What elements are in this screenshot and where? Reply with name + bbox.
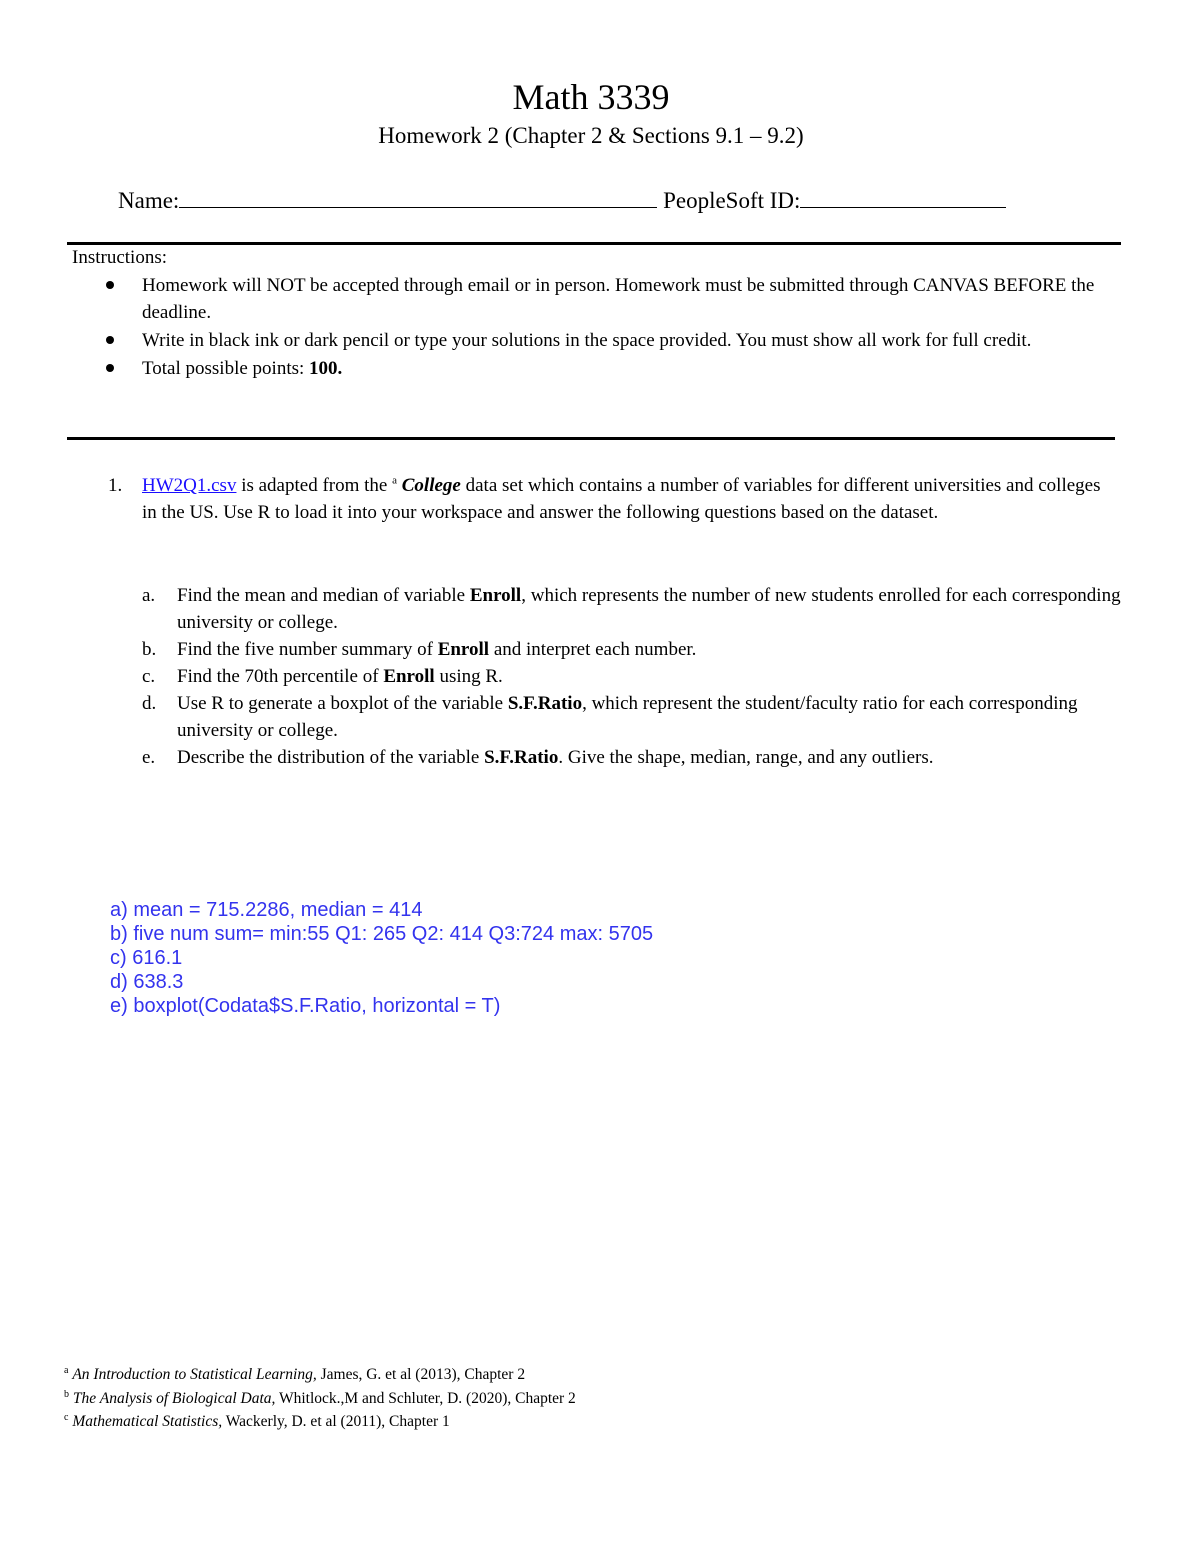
question-part-b: b. Find the five number summary of Enroll and interpret each number. bbox=[142, 639, 697, 660]
page-subtitle: Homework 2 (Chapter 2 & Sections 9.1 – 9.2) bbox=[378, 123, 804, 148]
answer-a: a) mean = 715.2286, median = 414 bbox=[110, 899, 423, 921]
instruction-item: Write in black ink or dark pencil or type your solutions in the space provided. You must show all work for full credit. bbox=[106, 327, 1106, 354]
question-part-c: c. Find the 70th percentile of Enroll using R. bbox=[142, 666, 503, 687]
question-parts bbox=[142, 582, 1122, 771]
question-number: 1. bbox=[108, 475, 123, 496]
instructions-list bbox=[106, 272, 1106, 383]
question-part-e: e. Describe the distribution of the variable S.F.Ratio. Give the shape, median, range, and any outliers. bbox=[142, 747, 934, 768]
answers-block bbox=[110, 898, 653, 1018]
name-blank bbox=[179, 187, 657, 208]
dataset-link[interactable]: HW2Q1.csv bbox=[142, 475, 237, 496]
question-part-d: d. Use R to generate a boxplot of the variable S.F.Ratio, which represent the student/faculty ratio for each corresponding university or college. bbox=[142, 693, 1078, 741]
answer-b: b) five num sum= min:55 Q1: 265 Q2: 414 Q3:724 max: 5705 bbox=[110, 923, 654, 945]
id-label: PeopleSoft ID: bbox=[663, 188, 801, 213]
instruction-item: Total possible points: 100. bbox=[106, 355, 1106, 382]
question-part-a: a. Find the mean and median of variable Enroll, which represents the number of new students enrolled for each corresponding university or college. bbox=[142, 585, 1121, 633]
name-label: Name: bbox=[118, 188, 180, 213]
footnote-mark: a bbox=[392, 474, 397, 487]
footnote-b: $^b$ The Analysis of Biological Data, Whitlock.,M and Schluter, D. (2020), Chapter 2 bbox=[64, 1388, 576, 1407]
bullet-icon bbox=[106, 336, 114, 344]
id-blank bbox=[800, 187, 1006, 208]
name-id-row bbox=[118, 186, 1006, 216]
dataset-name: College bbox=[401, 475, 461, 496]
total-points: 100. bbox=[309, 358, 343, 379]
bottom-rule bbox=[67, 437, 1115, 440]
page-title: Math 3339 bbox=[512, 77, 670, 117]
question-text: HW2Q1.csv is adapted from the $^a$ College data set which contains a number of variables for different universities and colleges in the US. Use R to load it into your workspace and answer the following questions based on the dataset. bbox=[142, 474, 1101, 523]
top-rule bbox=[67, 242, 1121, 245]
bullet-icon bbox=[106, 364, 114, 372]
question-1 bbox=[108, 472, 1108, 526]
answer-c: c) 616.1 bbox=[110, 947, 183, 969]
bullet-icon bbox=[106, 281, 114, 289]
footnote-c: $^c$ Mathematical Statistics, Wackerly, D. et al (2011), Chapter 1 bbox=[64, 1411, 450, 1430]
instructions-heading: Instructions: bbox=[72, 247, 167, 268]
instruction-item: Homework will NOT be accepted through email or in person. Homework must be submitted through CANVAS BEFORE the deadline. bbox=[106, 272, 1106, 326]
answer-e: e) boxplot(Codata$S.F.Ratio, horizontal = T) bbox=[110, 995, 501, 1017]
answer-d: d) 638.3 bbox=[110, 971, 184, 993]
footnote-a: $^a$ An Introduction to Statistical Learning, James, G. et al (2013), Chapter 2 bbox=[64, 1364, 526, 1383]
